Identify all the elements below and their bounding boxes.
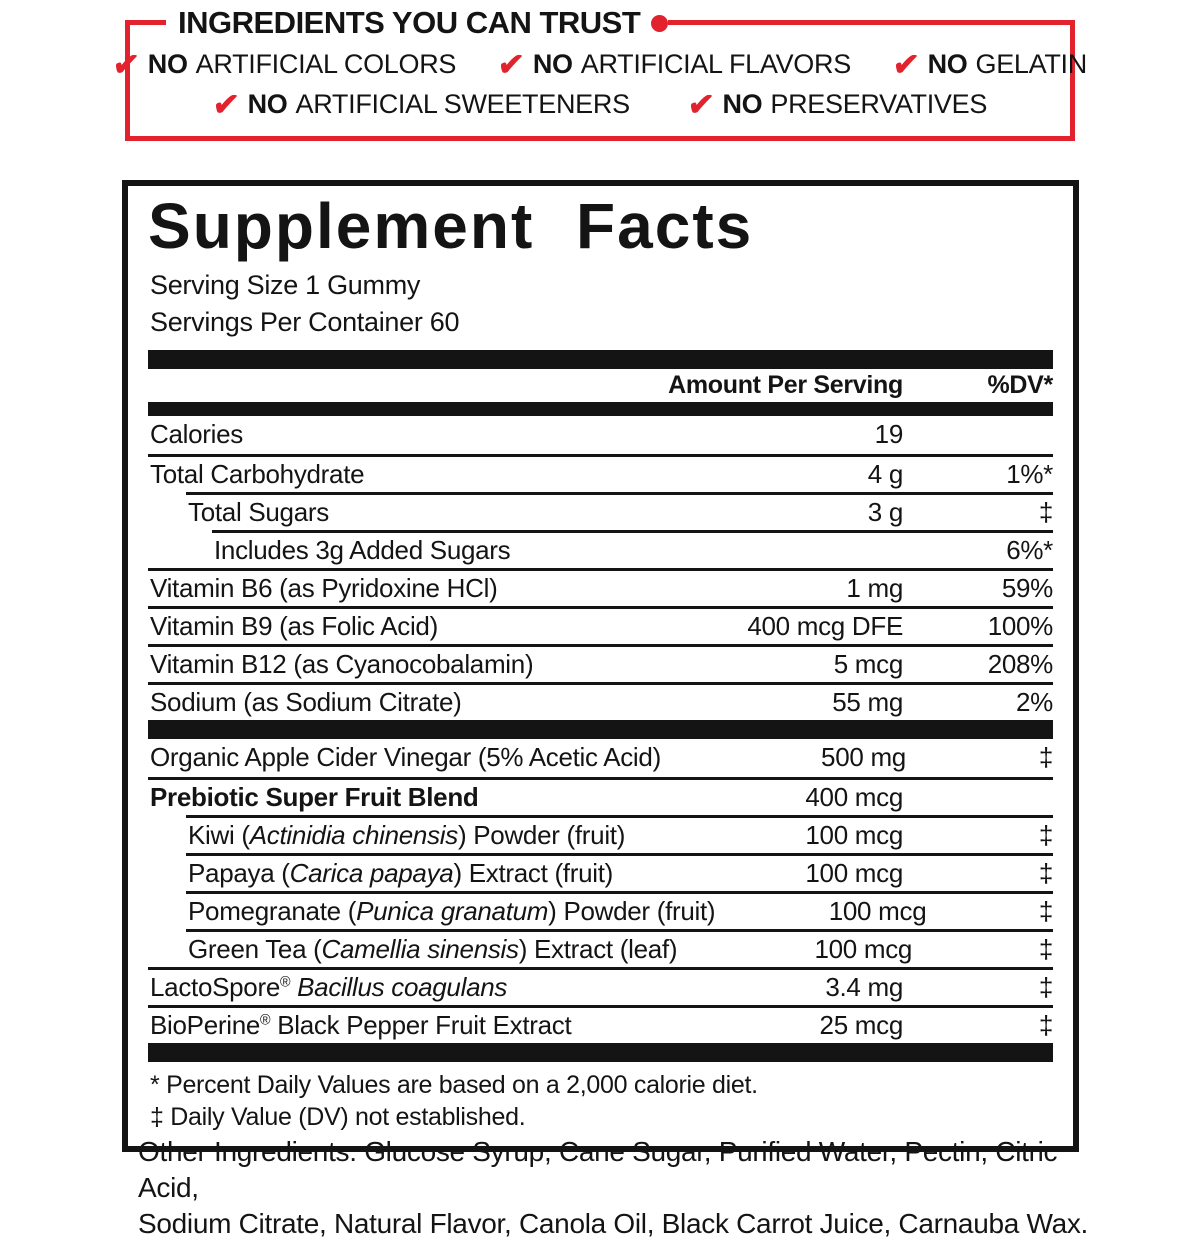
claim-text: ARTIFICIAL FLAVORS [580, 49, 851, 79]
thick-separator [148, 720, 1053, 739]
footnotes [148, 1062, 1053, 1136]
ingredient-name: Pomegranate (Punica granatum) Powder (fruit) [188, 895, 716, 926]
ingredient-name: Kiwi (Actinidia chinensis) Powder (fruit) [188, 819, 626, 850]
footnote-daily-values: * Percent Daily Values are based on a 2,000 calorie diet. [150, 1070, 758, 1099]
ingredient-name: LactoSpore® Bacillus coagulans [150, 971, 508, 1002]
table-row [186, 815, 1053, 853]
ingredient-amount: 100 mcg [805, 857, 903, 888]
claim-item [893, 49, 1087, 80]
ingredient-dv: ‡ [1038, 971, 1053, 1002]
ingredient-name: Papaya (Carica papaya) Extract (fruit) [188, 857, 614, 888]
table-row [186, 891, 1053, 929]
claim-item [213, 89, 630, 120]
ingredient-dv: 59% [1001, 572, 1053, 603]
ingredient-dv: ‡ [1038, 933, 1053, 964]
ingredient-amount: 100 mcg [828, 895, 927, 926]
ingredient-dv: ‡ [1038, 857, 1053, 888]
ingredient-name: Total Carbohydrate [150, 458, 365, 489]
panel-title: Supplement Facts [148, 190, 754, 262]
ingredient-amount: 400 mcg [805, 781, 903, 812]
ingredient-name: Vitamin B6 (as Pyridoxine HCl) [150, 572, 498, 603]
table-row [186, 492, 1053, 530]
checkmark-icon: ✔ [211, 87, 241, 122]
supplement-facts-panel [122, 180, 1079, 1152]
other-ingredients [138, 1134, 1098, 1241]
claim-no-label: NO [722, 89, 763, 119]
claim-item [498, 49, 851, 80]
ingredient-amount: 19 [874, 419, 903, 450]
thick-separator [148, 402, 1053, 416]
serving-size: Serving Size 1 Gummy [150, 270, 421, 300]
facts-rows-bottom [148, 739, 1053, 1043]
ingredient-name: Total Sugars [188, 496, 329, 527]
table-row [148, 739, 1053, 777]
footnote-not-established: ‡ Daily Value (DV) not established. [150, 1102, 526, 1131]
table-row [148, 454, 1053, 492]
table-row [148, 777, 1053, 815]
ingredient-dv: ‡ [1038, 742, 1053, 773]
checkmark-icon: ✔ [111, 47, 141, 82]
bullet-dot-icon [651, 15, 668, 32]
ingredient-amount: 5 mcg [833, 648, 903, 679]
ingredient-name: Vitamin B9 (as Folic Acid) [150, 610, 438, 641]
table-row [186, 853, 1053, 891]
ingredient-dv: ‡ [1038, 496, 1053, 527]
ingredient-name: Organic Apple Cider Vinegar (5% Acetic Acid) [150, 742, 661, 773]
ingredient-name: Green Tea (Camellia sinensis) Extract (leaf) [188, 933, 678, 964]
facts-rows-top [148, 416, 1053, 720]
ingredient-amount: 100 mcg [805, 819, 903, 850]
ingredient-name: Sodium (as Sodium Citrate) [150, 686, 462, 717]
claim-text: PRESERVATIVES [770, 89, 988, 119]
table-row [148, 606, 1053, 644]
ingredient-name: BioPerine® Black Pepper Fruit Extract [150, 1009, 572, 1040]
table-row [148, 682, 1053, 720]
table-row [148, 1005, 1053, 1043]
ingredient-amount: 3 g [867, 496, 903, 527]
claim-no-label: NO [247, 89, 288, 119]
other-ingredients-line1: Other Ingredients: Glucose Syrup, Cane Sugar, Purified Water, Pectin, Citric Acid, [138, 1136, 1058, 1203]
trust-title-text: INGREDIENTS YOU CAN TRUST [178, 5, 641, 40]
trust-box-title [166, 1, 668, 45]
other-ingredients-line2: Sodium Citrate, Natural Flavor, Canola Oil, Black Carrot Juice, Carnauba Wax. [138, 1207, 1089, 1239]
ingredient-amount: 55 mg [832, 686, 903, 717]
ingredient-dv: 6%* [1006, 534, 1053, 565]
ingredient-name: Calories [150, 419, 243, 450]
claim-text: ARTIFICIAL COLORS [195, 49, 457, 79]
claim-item [685, 87, 988, 122]
table-row [148, 568, 1053, 606]
servings-per-container: Servings Per Container 60 [150, 307, 460, 338]
ingredient-dv: 1%* [1006, 458, 1053, 489]
ingredient-dv: 100% [987, 610, 1053, 641]
ingredient-dv: ‡ [1038, 819, 1053, 850]
table-row [148, 644, 1053, 682]
checkmark-icon: ✔ [496, 47, 526, 82]
ingredient-dv: ‡ [1038, 1009, 1053, 1040]
ingredient-dv: 2% [1016, 686, 1053, 717]
checkmark-icon: ✔ [685, 87, 716, 122]
thick-separator [148, 1043, 1053, 1062]
claim-no-label: NO [147, 49, 188, 79]
ingredient-amount: 3.4 mg [825, 971, 903, 1002]
table-row [212, 530, 1053, 568]
ingredient-amount: 4 g [867, 458, 903, 489]
table-row [186, 929, 1053, 967]
ingredient-dv: 208% [987, 648, 1053, 679]
thick-separator [148, 350, 1053, 369]
ingredient-name: Vitamin B12 (as Cyanocobalamin) [150, 648, 534, 679]
ingredient-name: Includes 3g Added Sugars [214, 534, 511, 565]
claims-row-1 [111, 47, 1087, 82]
ingredient-amount: 100 mcg [814, 933, 913, 964]
table-row [148, 967, 1053, 1005]
claim-no-label: NO [532, 49, 573, 79]
ingredient-amount: 500 mg [821, 742, 906, 773]
claim-text: GELATIN [975, 49, 1087, 79]
column-header-row [148, 369, 1053, 402]
dv-column-header: %DV* [987, 370, 1053, 399]
claim-text: ARTIFICIAL SWEETENERS [295, 89, 630, 119]
ingredient-dv: ‡ [1038, 895, 1053, 926]
checkmark-icon: ✔ [891, 47, 921, 82]
ingredient-amount: 1 mg [846, 572, 903, 603]
ingredient-amount: 25 mcg [819, 1009, 903, 1040]
claim-no-label: NO [927, 49, 968, 79]
claim-item [113, 49, 456, 80]
amount-column-header: Amount Per Serving [668, 370, 903, 399]
table-row [148, 416, 1053, 454]
trust-callout-box [111, 5, 1087, 141]
claims-row-2 [130, 89, 1070, 120]
ingredient-amount: 400 mcg DFE [747, 610, 903, 641]
ingredient-name: Prebiotic Super Fruit Blend [150, 781, 479, 812]
